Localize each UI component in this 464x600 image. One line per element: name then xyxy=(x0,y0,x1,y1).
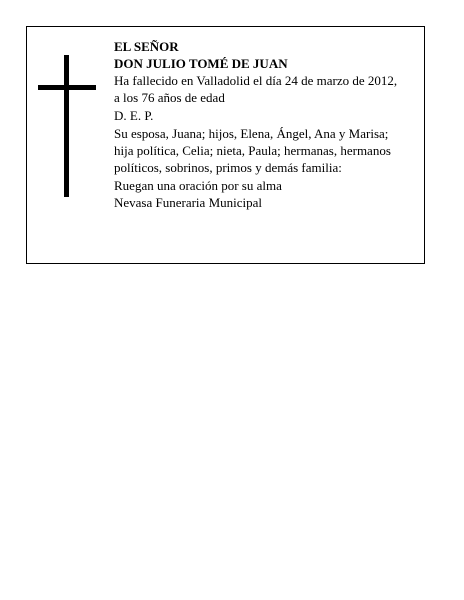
family-line-3: políticos, sobrinos, primos y demás familia: xyxy=(114,160,342,175)
funeral-home: Nevasa Funeraria Municipal xyxy=(114,195,263,210)
deceased-name: DON JULIO TOMÉ DE JUAN xyxy=(114,56,288,71)
rip-line: D. E. P. xyxy=(114,108,154,123)
family-line-1: Su esposa, Juana; hijos, Elena, Ángel, Ana y Marisa; xyxy=(114,126,389,141)
heading: EL SEÑOR xyxy=(114,39,179,54)
death-line-1: Ha fallecido en Valladolid el día 24 de marzo de 2012, xyxy=(114,73,398,88)
obituary-notice xyxy=(26,26,425,264)
prayer-line: Ruegan una oración por su alma xyxy=(114,178,282,193)
cross-horizontal-bar xyxy=(38,85,96,90)
family-line-2: hija política, Celia; nieta, Paula; hermanas, hermanos xyxy=(114,143,391,158)
obituary-text xyxy=(114,38,419,211)
death-line-2: a los 76 años de edad xyxy=(114,90,225,105)
cross-icon xyxy=(27,27,127,265)
cross-vertical-bar xyxy=(64,55,69,197)
